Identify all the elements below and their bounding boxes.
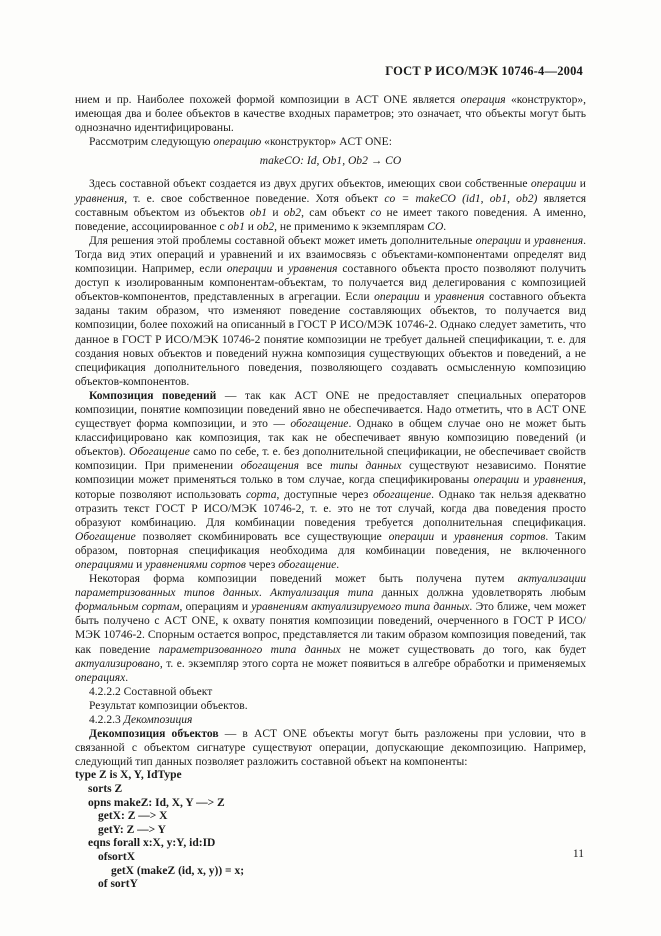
text-run: , доступные через [276, 488, 374, 501]
italic-term: ob2 [256, 220, 275, 233]
italic-term: Обогащение [75, 530, 136, 543]
text-run: и [519, 474, 534, 487]
italic-term: обогащение [278, 559, 337, 571]
text-run: , т. е. свое собственное поведение. Хотя объект [124, 192, 385, 205]
paragraph [75, 135, 586, 149]
text-run: нием и пр. Наиболее похожей формой композиции в ACT ONE является [75, 94, 461, 106]
text-run: — в ACT ONE объекты могут быть разложены при условии, что в связанной с объектом сигнатуре существуют операции, допускающие декомпозицию. Например, следующий тип данных позволяет разложить составной объект на компоненты: [75, 728, 586, 769]
text-run: . Таким образом, повторная спецификация необходима для комбинации поведения, не включенного [75, 530, 587, 557]
section-heading [75, 685, 586, 699]
text-run: , т. е. экземпляр этого сорта не может появиться в алгебре обработки и применяемых [159, 657, 586, 670]
text-run: составного объекта заданы таким образом, что изменяют поведение составляющих объектов, то получается вид композиции, более похожий на описанный в ГОСТ Р ИСО/МЭК 10746-2. Однако следует заметить, что данное в ГОСТ Р ИСО/МЭК 10746-2 понятие композиции не требует дальней спецификации, т. е. для создания новых объектов и поведений нужна композиция существующих объектов и поведений, а не спецификация дополнительного поведения, позволяющего создавать осмысленную композицию объектов-компонентов. [75, 291, 587, 388]
text-run: . [258, 587, 271, 600]
italic-term: уравнения [533, 474, 584, 487]
text-run: и [267, 206, 284, 219]
italic-term: операции [475, 234, 522, 247]
text-run: . Однако в общем случае оно не может быть классифицировано как композиция, так как не обеспечивает явную композицию поведений (и объектов). [75, 418, 586, 459]
italic-term: актуализации параметризованных типов данных [75, 573, 586, 600]
text-run: является составным объектом из объектов [75, 192, 586, 219]
text-run: . [125, 671, 129, 684]
italic-term: операции [374, 291, 420, 304]
italic-term: уравнения [75, 192, 125, 205]
italic-term: уравнения сортов [453, 530, 546, 543]
text-run: 4.2.2.3 [89, 714, 124, 727]
text-run: не имеет такого поведения. А именно, поведение, ассоциированное с [75, 206, 586, 233]
text-run: Для решения этой проблемы составной объект может иметь дополнительные [89, 234, 476, 247]
text-run: и [434, 530, 454, 543]
italic-term: операцию [213, 136, 262, 149]
italic-term: операция [460, 94, 506, 106]
text-run: , сам объект [301, 206, 371, 219]
italic-term: формальным сортам [75, 601, 180, 614]
page-number: 11 [572, 848, 584, 860]
text-run: не может существовать до того, как будет [340, 643, 586, 656]
formula: makeCO: Id, Ob1, Ob2 → CO [259, 155, 402, 168]
text-run: . Однако так нельзя адекватно отразить текст ГОСТ Р ИСО/МЭК 10746-2, т. е. это не тот случай, когда два поведения просто образуют комбинацию. Для комбинации поведения требуется дополнительная спецификация. [75, 488, 586, 529]
text-run: , не применимо к экземплярам [274, 220, 428, 233]
italic-term: операциях [75, 671, 126, 684]
italic-term: операциями [75, 559, 134, 571]
paragraph [75, 93, 586, 135]
standard-header: ГОСТ Р ИСО/МЭК 10746-4—2004 [385, 64, 583, 78]
paragraph [75, 177, 586, 233]
italic-term: обогащение [373, 488, 432, 501]
code-line: getX (makeZ (id, x, y)) = x; [111, 864, 245, 877]
bold-term: Декомпозиция объектов [89, 728, 219, 741]
text-run: и [272, 263, 289, 276]
italic-term: co = makeCO (id1, ob1, ob2) [384, 192, 538, 205]
italic-term: Декомпозиция [123, 714, 193, 727]
text-run: все [299, 460, 331, 473]
code-block [75, 769, 586, 891]
italic-term: Обогащение [129, 446, 190, 459]
text-run: . Тогда вид этих операций и уравнений и их взаимосвязь с объектами-компонентами определят вид композиции. Например, если [75, 234, 587, 276]
italic-term: ob1 [227, 220, 245, 233]
italic-term: уравнениями сортов [145, 559, 246, 571]
italic-term: ob2 [283, 206, 302, 219]
text-run: существуют независимо. Понятие композиции может применяться только в том случае, когда спецификированы [75, 460, 586, 487]
text-run: , которые позволяют использовать [75, 474, 587, 501]
text-run: составного объекта просто позволяют получить доступ к изолированным компонентам-объектам, то получается вид делегирования с композицией объектов-компонентов, представленных в агрегации. Если [75, 263, 587, 304]
text-run: Здесь составной объект создается из двух других объектов, имеющих свои собственные [89, 178, 531, 191]
italic-term: ob1 [249, 206, 268, 219]
document-body [75, 93, 586, 892]
code-line: getY: Z —> Y [98, 823, 166, 836]
italic-term: операции [473, 474, 520, 487]
text-run: Результат композиции объектов. [89, 699, 248, 712]
code-line: sorts Z [88, 783, 123, 795]
text-run: «конструктор», имеющая два и более объектов в качестве входных параметров; это означает, что объекты могут быть однозначно идентифицированы. [75, 94, 587, 135]
text-run: Некоторая форма композиции поведений может быть получена путем [89, 573, 518, 586]
text-run: и [133, 559, 146, 571]
code-line: type Z is X, Y, IdType [75, 769, 182, 782]
text-run: само по себе, т. е. без дополнительной спецификации, не обеспечивает свойств композиции. При применении [75, 446, 587, 473]
text-run: и [576, 178, 586, 191]
text-run: позволяет скомбинировать все существующие [135, 530, 389, 543]
italic-term: актуализировано [75, 657, 160, 670]
paragraph [75, 389, 586, 572]
text-run: — так как ACT ONE не предоставляет специальных операторов композиции, понятие композиции поведений явно не обеспечивается. Надо отметить, что в ACT ONE существует форма композиции, и это — [75, 389, 586, 431]
italic-term: уравнения [288, 263, 338, 276]
paragraph [75, 699, 586, 713]
paragraph [75, 234, 586, 389]
italic-term: обогащения [240, 460, 299, 473]
italic-term: операции [530, 178, 577, 191]
paragraph [75, 727, 586, 769]
text-run: данных должна удовлетворять любым [373, 587, 586, 600]
text-run: «конструктор» ACT ONE: [261, 136, 392, 149]
section-heading [75, 713, 586, 727]
text-run: и [521, 234, 534, 247]
code-line: ofsortX [98, 850, 136, 863]
italic-term: сорта [246, 488, 277, 501]
text-run: и [419, 291, 436, 304]
code-line: of sortY [98, 878, 138, 891]
italic-term: уравнения [435, 291, 485, 304]
code-line: eqns forall x:X, y:Y, id:ID [88, 837, 216, 850]
code-line: getX: Z —> X [98, 810, 168, 823]
text-run: 4.2.2.2 Составной объект [89, 685, 213, 698]
italic-term: типы данных [330, 460, 402, 473]
text-run: . Это ближе, чем может быть получено с ACT ONE, к охвату понятия композиции поведений, очерченного в ГОСТ Р ИСО/МЭК 10746-2. Спорным остается вопрос, представляется ли таким образом композиция поведений, так как поведение [75, 601, 587, 656]
text-run: Рассмотрим следующую [89, 136, 214, 149]
italic-term: параметризованного типа данных [158, 643, 341, 656]
text-run: через [245, 559, 279, 571]
italic-term: уравнениям актуализируемого типа данных [251, 601, 470, 614]
italic-term: co [370, 206, 382, 219]
italic-term: операции [226, 263, 273, 276]
italic-term: CO [427, 220, 444, 233]
text-run: . [443, 220, 447, 233]
italic-term: операции [388, 530, 435, 543]
code-line: opns makeZ: Id, X, Y —> Z [88, 796, 225, 809]
bold-term: Композиция поведений [89, 389, 217, 402]
italic-term: Актуализация типа [270, 587, 374, 600]
text-run: , операциям и [179, 601, 252, 614]
text-run: . [336, 559, 340, 571]
text-run: и [244, 220, 257, 233]
italic-term: уравнения [533, 234, 584, 247]
paragraph [75, 572, 586, 685]
italic-term: обогащение [290, 418, 349, 431]
